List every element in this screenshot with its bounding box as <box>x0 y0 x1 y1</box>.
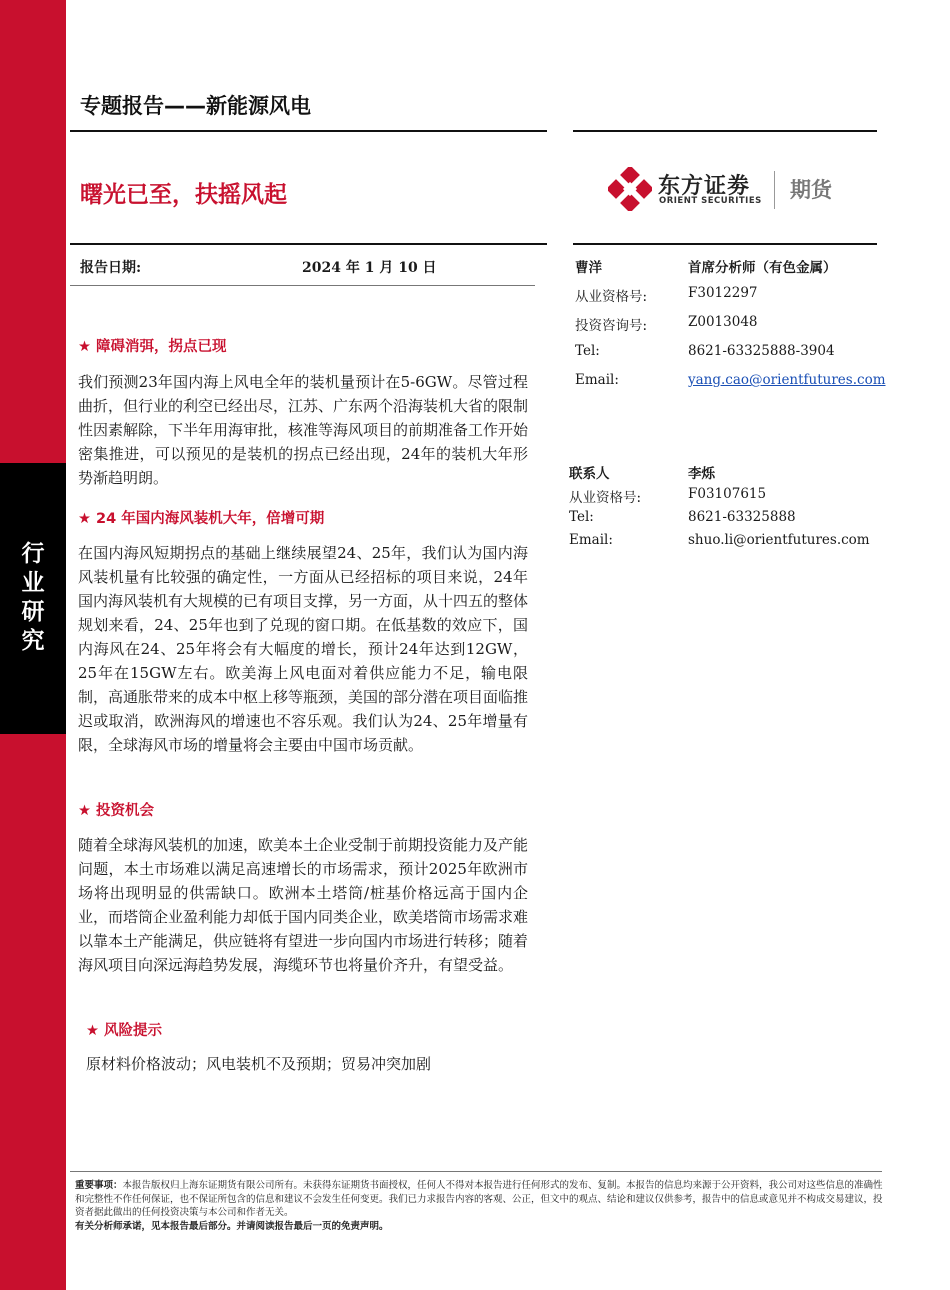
contact-name: 李烁 <box>688 466 715 482</box>
category-char: 业 <box>21 570 45 596</box>
disclaimer <box>75 1179 887 1233</box>
header-rule-left <box>70 130 547 132</box>
section-paragraph: 随着全球海风装机的加速，欧美本土企业受制于前期投资能力及产能问题，本土市场难以满足高速增长的市场需求，预计2025年欧洲市场将出现明显的供需缺口。欧洲本土塔筒/桩基价格远高于国内企业，而塔筒企业盈利能力却低于国内同类企业，欧美塔筒市场需求难以靠本土产能满足，供应链将有望进一步向国内市场进行转移；随着海风项目向深远海趋势发展，海缆环节也将量价齐升，有望受益。 <box>78 836 529 974</box>
footer-rule <box>70 1171 882 1172</box>
section-paragraph: 在国内海风短期拐点的基础上继续展望24、25年，我们认为国内海风装机量有比较强的确定性，一方面从已经招标的项目来说，24年国内海风装机有大规模的已有项目支撑，另一方面，从十四五的整体规划来看，24、25年也到了兑现的窗口期。在低基数的效应下，国内海风在24、25年将会有大幅度的增长，预计24年达到12GW，25年在15GW左右。欧美海上风电面对着供应能力不足，输电限制，高通胀带来的成本中枢上移等瓶颈，美国的部分潜在项目面临推迟或取消，欧洲海风的增速也不容乐观。我们认为24、25年增量有限，全球海风市场的增量将会主要由中国市场贡献。 <box>78 544 529 754</box>
tel-value: 8621-63325888-3904 <box>688 343 835 359</box>
qualification-value: F3012297 <box>688 285 758 301</box>
advisory-label: 投资咨询号: <box>575 318 648 334</box>
section-paragraph: 原材料价格波动；风电装机不及预期；贸易冲突加剧 <box>86 1055 432 1073</box>
logo-division: 期货 <box>790 178 832 202</box>
orient-logo-icon <box>608 167 652 211</box>
analyst-rule-top <box>573 243 877 245</box>
section-heading: ★ 投资机会 <box>78 803 155 819</box>
company-logo <box>608 165 848 213</box>
analyst-name: 曹洋 <box>575 260 602 276</box>
contact-email-label: Email: <box>569 532 613 548</box>
advisory-value: Z0013048 <box>688 314 758 330</box>
date-rule-top <box>70 243 547 245</box>
section-paragraph: 我们预测23年国内海上风电全年的装机量预计在5-6GW。尽管过程曲折，但行业的利空已经出尽，江苏、广东两个沿海装机大省的限制性因素解除，下半年用海审批，核准等海风项目的前期准备工作开始密集推进，可以预见的是装机的拐点已经出现，24年的装机大年形势渐趋明朗。 <box>78 373 529 487</box>
section-heading: ★ 障碍消弭，拐点已现 <box>78 339 227 355</box>
logo-name-en: ORIENT SECURITIES <box>659 196 762 206</box>
contact-tel-value: 8621-63325888 <box>688 509 796 525</box>
disclaimer-note: 有关分析师承诺，见本报告最后部分。并请阅读报告最后一页的免责声明。 <box>75 1220 389 1232</box>
category-char: 究 <box>21 628 45 654</box>
header-rule-right <box>573 130 877 132</box>
contact-qualification-label: 从业资格号: <box>569 490 642 506</box>
contact-email-value[interactable]: shuo.li@orientfutures.com <box>688 532 870 548</box>
report-headline: 曙光已至，扶摇风起 <box>80 182 287 208</box>
disclaimer-label: 重要事项： <box>75 1180 123 1191</box>
date-rule-bottom <box>70 285 535 286</box>
email-link[interactable]: yang.cao@orientfutures.com <box>688 372 886 388</box>
email-label: Email: <box>575 372 619 388</box>
analyst-role: 首席分析师（有色金属） <box>688 260 837 276</box>
disclaimer-text: 本报告版权归上海东证期货有限公司所有。未获得东证期货书面授权，任何人不得对本报告进行任何形式的发布、复制。本报告的信息均来源于公开资料，我公司对这些信息的准确性和完整性不作任何保证，也不保证所包含的信息和建议不会发生任何变更。我们已力求报告内容的客观、公正，但文中的观点、结论和建议仅供参考，报告中的信息或意见并不构成交易建议，投资者据此做出的任何投资决策与本公司和作者无关。 <box>75 1180 883 1218</box>
qualification-label: 从业资格号: <box>575 289 648 305</box>
section-heading: ★ 24 年国内海风装机大年，倍增可期 <box>78 511 325 527</box>
section-heading: ★ 风险提示 <box>86 1023 163 1039</box>
contact-label: 联系人 <box>569 466 610 482</box>
category-char: 行 <box>21 541 45 567</box>
tel-label: Tel: <box>575 343 600 359</box>
contact-tel-label: Tel: <box>569 509 594 525</box>
category-char: 研 <box>21 599 45 625</box>
report-date-label: 报告日期: <box>80 260 142 276</box>
contact-qualification-value: F03107615 <box>688 486 767 502</box>
logo-name-cn: 东方证劵 <box>658 174 751 199</box>
report-date-value: 2024 年 1 月 10 日 <box>302 260 437 276</box>
logo-divider <box>774 171 775 209</box>
report-type-title: 专题报告——新能源风电 <box>80 94 311 118</box>
category-label <box>0 540 66 656</box>
